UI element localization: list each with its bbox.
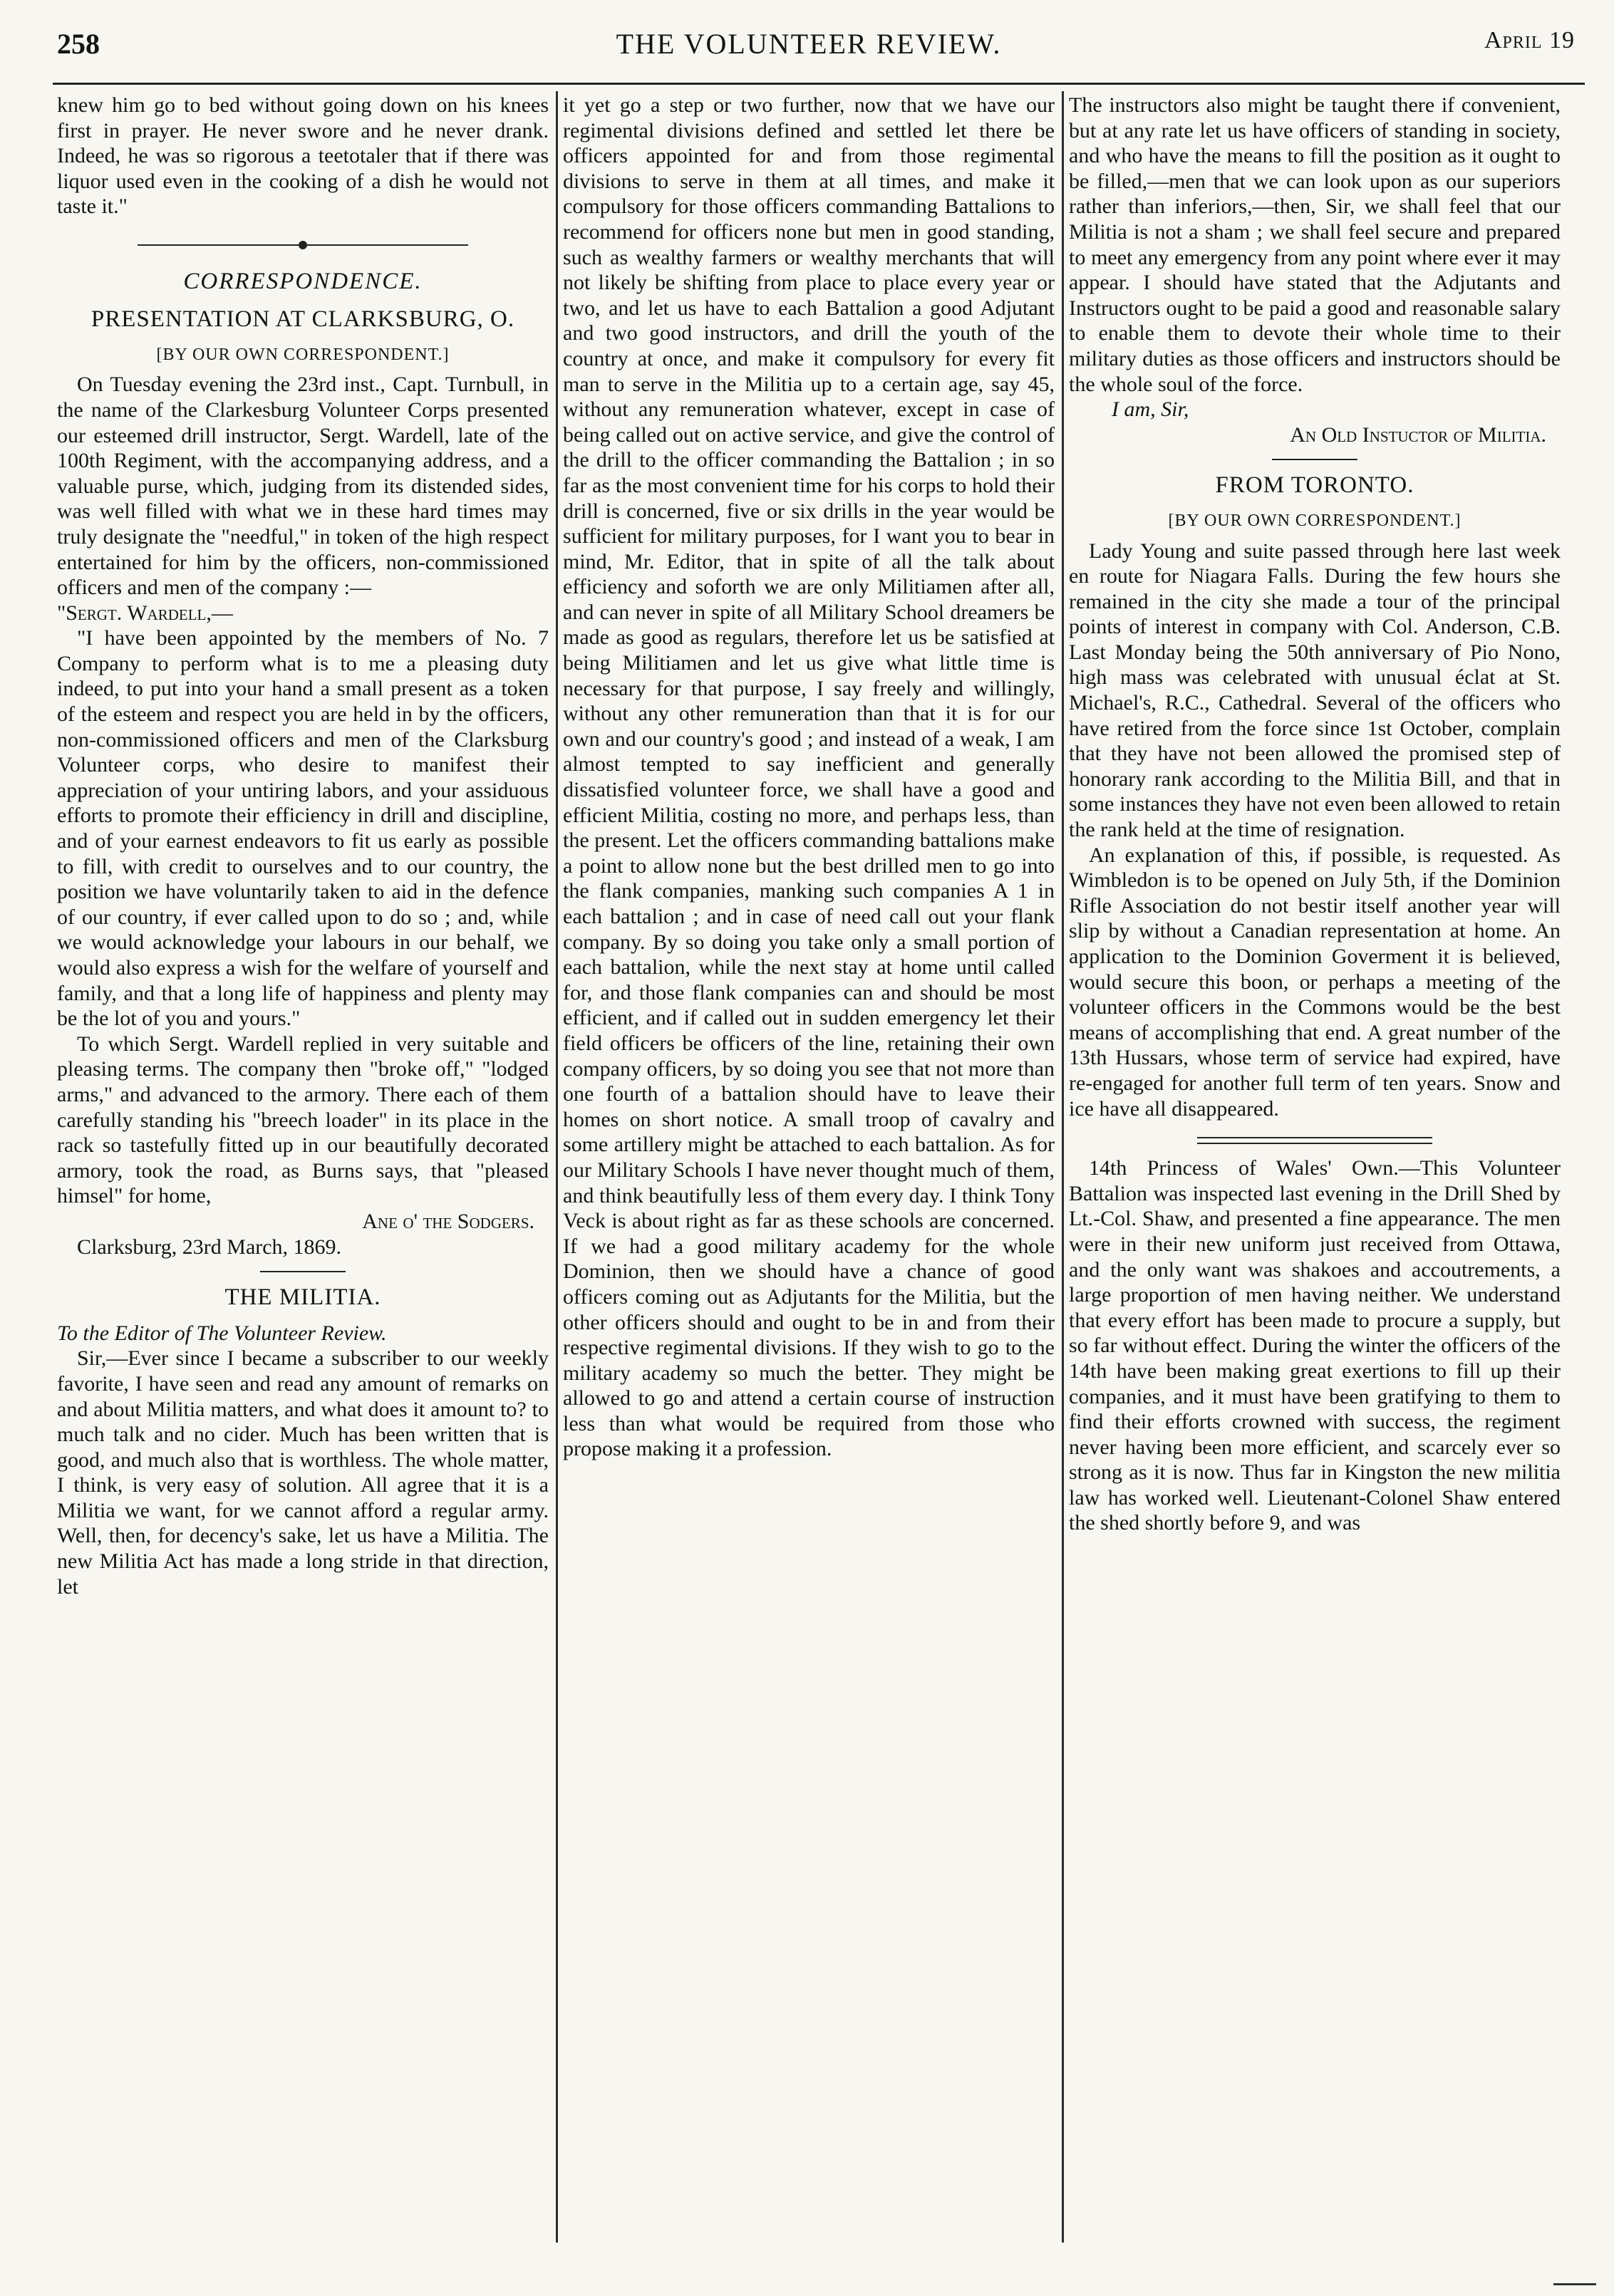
issue-date: April 19	[1484, 27, 1575, 53]
article-paragraph: An explanation of this, if possible, is requested. As Wimbledon is to be opened on July 5th, if the Dominion Rifle Association do not bestir itself another year will slip by without a Canadian representation at home. An application to the Dominion Goverment it is believed, would secure this boon, or perhaps a meeting of the volunteer officers in the Commons would be the best means of accomplishing that end. A great number of the 13th Hussars, whose term of service had expired, have re-engaged for another full term of ten years. Snow and ice have all disappeared.	[1069, 843, 1561, 1121]
column-3	[1069, 93, 1561, 2265]
column-divider	[556, 91, 558, 2243]
dateline: Clarksburg, 23rd March, 1869.	[77, 1235, 342, 1259]
separator-double-rule	[1197, 1137, 1432, 1144]
article-heading-toronto: FROM TORONTO.	[1215, 472, 1414, 499]
article-paragraph: "I have been appointed by the members of No. 7 Company to perform what is to me a pleasing duty indeed, to put into your hand a small present as a token of the esteem and respect you are held in by the officers, non-commissioned officers and men of the Clarksburg Volunteer corps, who desire to manifest their appreciation of your untiring labors, and your assiduous efforts to promote their efficiency in drill and discipline, and of your earnest endeavors to fit us early as possible to fill, with credit to ourselves and to our country, the position we have voluntarily taken to aid in the defence of our country, if ever called upon to do so ; and, while we would acknowledge your labours in our behalf, we would also express a wish for the welfare of yourself and family, and that a long life of happiness and plenty may be the lot of you and yours."	[57, 626, 549, 1031]
signature: Ane o' the Sodgers.	[362, 1209, 534, 1233]
section-heading-correspondence: CORRESPONDENCE.	[183, 268, 423, 294]
article-paragraph: On Tuesday evening the 23rd inst., Capt. Turnbull, in the name of the Clarkesburg Volunteer Corps presented our esteemed drill instructor, Sergt. Wardell, late of the 100th Regiment, with the accompanying address, and a valuable purse, which, judging from its distended sides, was well filled with what we in these hard times may truly designate the "needful," in token of the high respect entertained for him by the officers, non-commissioned officers and men of the company :—	[57, 373, 549, 600]
column-2	[563, 93, 1055, 2265]
byline: [BY OUR OWN CORRESPONDENT.]	[156, 345, 450, 364]
separator-rule	[1272, 459, 1357, 460]
article-continuation: knew him go to bed without going down on his knees first in prayer. He never swore and he never drank. Indeed, he was so rigorous a teetotaler that if there was liquor used even in the cooking of a dish he would not taste it."	[57, 93, 549, 219]
column-1	[57, 93, 549, 2265]
article-paragraph: 14th Princess of Wales' Own.—This Volunteer Battalion was inspected last evening in the Drill Shed by Lt.-Col. Shaw, and presented a fine appearance. The men were in their new uniform just received from Ottawa, and the only want was shakoes and accoutrements, a large proportion of men having neither. We understand that every effort has been made to procure a supply, but so far without effect. During the winter the officers of the 14th have been making great exertions to fill up their companies, and it must have been gratifying to them to find their efforts crowned with success, the regiment never having been more efficient, and scarcely ever so strong as it is now. Thus far in Kingston the new militia law has worked well. Lieutenant-Colonel Shaw entered the shed shortly before 9, and was	[1069, 1156, 1561, 1535]
header-rule	[53, 83, 1585, 85]
byline: [BY OUR OWN CORRESPONDENT.]	[1168, 511, 1462, 530]
article-paragraph: To which Sergt. Wardell replied in very suitable and pleasing terms. The company then "broke off," "lodged arms," and advanced to the armory. There each of them carefully standing his "breech loader" in its place in the rack so tastefully fitted up in our beautifully decorated armory, took the road, as Burns says, that "pleased himsel" for home,	[57, 1032, 549, 1208]
column-divider	[1062, 91, 1064, 2243]
footer-rule	[1553, 2283, 1596, 2285]
letter-closing: I am, Sir,	[1112, 398, 1189, 422]
page-header	[43, 27, 1575, 77]
section-ornament	[57, 231, 549, 256]
article-paragraph: Lady Young and suite passed through here last week en route for Niagara Falls. During the few hours she remained in the city she made a tour of the principal points of interest in company with Col. Anderson, C.B. Last Monday being the 50th anniversary of Pio Nono, high mass was celebrated with unusual éclat at St. Michael's, R.C., Cathedral. Several of the officers who have retired from the force since 1st October, complain that they have not been allowed the promised step of honorary rank according to the Militia Bill, and that in some instances they have not even been allowed to retain the rank held at the time of resignation.	[1069, 539, 1561, 842]
article-paragraph: Sir,—Ever since I became a subscriber to our weekly favorite, I have seen and read any amount of remarks on and about Militia matters, and what does it amount to? to much talk and no cider. Much has been written that is good, and much also that is worthless. The whole matter, I think, is very easy of solution. All agree that it is a Militia we want, for we cannot afford a regular army. Well, then, for decency's sake, let us have a Militia. The new Militia Act has made a long stride in that direction, let	[57, 1346, 549, 1599]
separator-rule	[260, 1271, 346, 1272]
article-paragraph: The instructors also might be taught there if convenient, but at any rate let us have officers of standing in society, and who have the means to fill the position as it ought to be filled,—men that we can look upon as our superiors rather than inferiors,—then, Sir, we shall feel that our Militia is not a sham ; we shall feel secure and prepared to meet any emergency from any point where ever it may appear. I should have stated that the Adjutants and Instructors ought to be paid a good and reasonable salary to enable them to devote their whole time to their military duties as those officers and instructors should be the whole soul of the force.	[1069, 93, 1561, 396]
article-heading-militia: THE MILITIA.	[224, 1284, 381, 1311]
signature: An Old Instuctor of Militia.	[1290, 422, 1546, 447]
masthead-title: THE VOLUNTEER REVIEW.	[616, 28, 1002, 60]
letter-salutation: "Sergt. Wardell,—	[57, 601, 233, 625]
article-heading-presentation: PRESENTATION AT CLARKSBURG, O.	[90, 306, 515, 333]
article-paragraph: it yet go a step or two further, now that we have our regimental divisions defined and settled let there be officers appointed for and from those regimental divisions to serve in them at all times, and make it compulsory for those officers commanding Battalions to recommend for officers none but men in good standing, such as wealthy farmers or wealthy merchants that will not likely be shifting from place to place every year or two, and let us have to each Battalion a good Adjutant and two good instructors, and drill the youth of the country at once, and make it compulsory for every fit man to serve in the Militia up to a certain age, say 45, without any remuneration whatever, except in case of being called out on active service, and give the control of the drill to the officer commanding the Battalion ; in so far as the most convenient time for his corps to hold their drill is concerned, five or six drills in the year would be sufficient for military purposes, for I want you to bear in mind, Mr. Editor, that in spite of all the talk about efficiency and soforth we are only Militiamen after all, and can never in spite of all Military School dreamers be made as good as regulars, therefore let us be satisfied at being Militiamen and let us give what little time is necessary for that purpose, I say freely and willingly, without any other remuneration than that it is for our own and our country's good ; and instead of a weak, I am almost tempted to say inefficient and generally dissatisfied volunteer force, we shall have a good and efficient Militia, costing no more, and perhaps less, than the present. Let the officers commanding battalions make a point to allow none but the best drilled men to go into the flank companies, manking such companies A 1 in each battalion ; and in case of need call out your flank company. By so doing you take only a small portion of each battalion, while the next stay at home until called for, and those flank companies can and should be most efficient, and if called out in sudden emergency let their field officers be officers of the line, retaining their own company officers, by so doing you see that not more than one fourth of a battalion should have to leave their homes on short notice. A small troop of cavalry and some artillery might be attached to each battalion. As for our Military Schools I have never thought much of them, and think beautifully less of them every day. I think Tony Veck is about right as far as these schools are concerned. If we had a good military academy for the whole Dominion, then we should have a chance of good officers coming out as Adjutants for the Militia, but the other officers should and ought to be in and from their respective regimental divisions. If they wish to go to the military academy so much the better. They might be allowed to go and attend a certain course of instruction less than what would be required from those who propose making it a profession.	[563, 93, 1055, 1461]
letter-address: To the Editor of The Volunteer Review.	[57, 1321, 387, 1345]
page-number: 258	[57, 28, 100, 60]
